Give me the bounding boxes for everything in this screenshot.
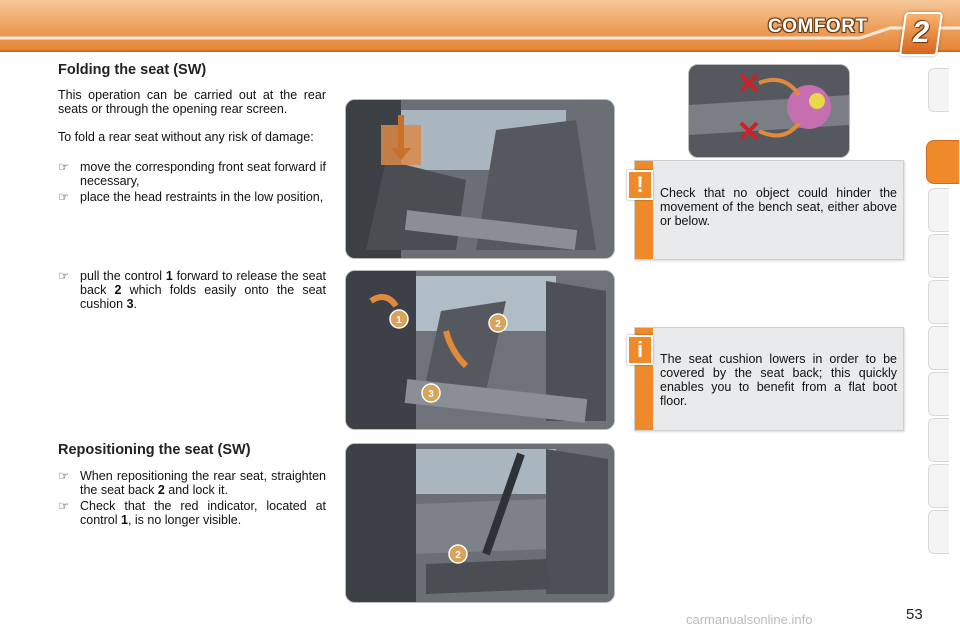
text-run: pull the control (80, 269, 166, 283)
pointing-hand-icon: ☞ (58, 469, 70, 483)
chapter-tab[interactable] (928, 280, 949, 324)
pointing-hand-icon: ☞ (58, 499, 70, 513)
pointing-hand-icon: ☞ (58, 160, 70, 174)
seat-back-ref: 2 (114, 283, 122, 297)
chapter-tab[interactable] (928, 188, 949, 232)
control-ref: 1 (165, 269, 173, 283)
text-run: forward to release the seat back (80, 269, 326, 297)
bullet-text (80, 499, 326, 527)
folding-instruction: To fold a rear seat without any risk of damage: (58, 130, 314, 144)
chapter-tab[interactable] (928, 510, 949, 554)
warning-icon: ! (627, 170, 653, 200)
chapter-header (0, 0, 960, 52)
seat-back-ref: 2 (157, 483, 165, 497)
chapter-tab[interactable] (928, 372, 949, 416)
text-run: When repositioning the rear seat, straighten the seat back (80, 469, 326, 497)
text-run: , is no longer visible. (127, 513, 242, 527)
text-run: and lock it. (164, 483, 229, 497)
chapter-tab[interactable] (928, 234, 949, 278)
bullet-red-indicator (58, 499, 326, 527)
bullet-straighten (58, 469, 326, 497)
photo-reposition-seat (345, 443, 615, 603)
chapter-tab[interactable] (928, 418, 949, 462)
bullet-text: place the head restraints in the low position, (80, 190, 324, 204)
control-ref: 1 (121, 513, 128, 527)
callout-2: 2 (495, 319, 501, 330)
seat-illustration (346, 100, 614, 258)
warning-note (634, 160, 904, 260)
callout-2: 2 (455, 550, 461, 561)
chapter-tabs (928, 68, 960, 574)
chapter-tab[interactable] (928, 464, 949, 508)
bullet-pull-control (58, 269, 326, 311)
folding-intro: This operation can be carried out at the rear seats or through the opening rear screen. (58, 88, 326, 116)
bullet-text (80, 269, 326, 311)
info-note (634, 327, 904, 431)
pointing-hand-icon: ☞ (58, 190, 70, 204)
seat-illustration (346, 271, 614, 429)
bullet-text (80, 469, 326, 497)
callout-1: 1 (396, 315, 402, 326)
callout-3: 3 (428, 389, 434, 400)
watermark: carmanualsonline.info (686, 612, 813, 627)
bullet-head-restraints (58, 190, 326, 204)
repositioning-heading: Repositioning the seat (SW) (58, 442, 251, 458)
pointing-hand-icon: ☞ (58, 269, 70, 283)
info-icon: i (627, 335, 653, 365)
seat-illustration (689, 65, 849, 157)
folding-heading: Folding the seat (SW) (58, 62, 207, 78)
bullet-text: move the corresponding front seat forward if necessary, (80, 160, 326, 188)
bullet-move-seat (58, 160, 326, 188)
chapter-tab[interactable] (928, 326, 949, 370)
text-run: which folds easily onto the seat cushion (80, 283, 326, 311)
page-number: 53 (906, 606, 923, 623)
photo-seat-headrest (345, 99, 615, 259)
text-run: . (133, 297, 137, 311)
info-text: The seat cushion lowers in order to be covered by the seat back; this quickly enables you to benefit from a flat boot floor. (660, 352, 897, 408)
text-run: Check that the red indicator, located at control (80, 499, 326, 527)
chapter-number: 2 (910, 16, 932, 49)
photo-fold-seat-back (345, 270, 615, 430)
warning-text: Check that no object could hinder the movement of the bench seat, either above or below. (660, 186, 897, 228)
chapter-tab[interactable] (928, 68, 949, 112)
seat-cushion-ref: 3 (126, 297, 134, 311)
photo-no-object (688, 64, 850, 158)
chapter-title: COMFORT (768, 16, 868, 37)
chapter-badge (899, 12, 943, 56)
chapter-tab-active[interactable] (926, 140, 959, 184)
seat-illustration (346, 444, 614, 602)
